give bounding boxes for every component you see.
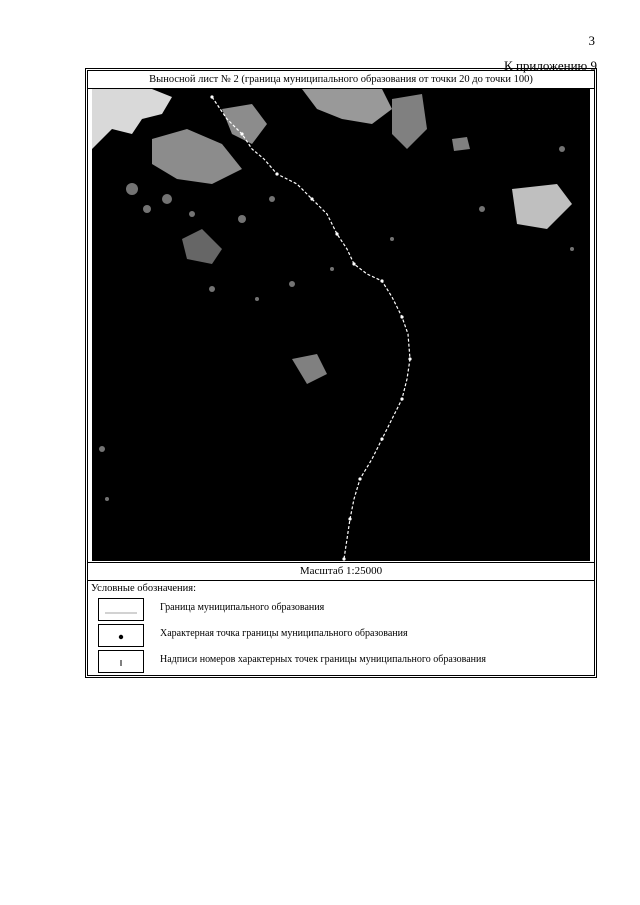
point-dot-symbol <box>98 624 144 647</box>
map-image <box>92 89 590 561</box>
point-label-symbol <box>98 650 144 673</box>
legend-label: Надписи номеров характерных точек границы муниципального образования <box>160 654 486 665</box>
legend-title: Условные обозначения: <box>91 583 197 594</box>
appendix-label: К приложению 9 <box>504 58 597 73</box>
map-scale: Масштаб 1:25000 <box>88 562 594 581</box>
legend-label: Граница муниципального образования <box>160 602 325 613</box>
boundary-line <box>212 97 410 559</box>
aerial-photo <box>92 89 590 561</box>
sheet-title: Выносной лист № 2 (граница муниципального образования от точки 20 до точки 100) <box>88 71 594 89</box>
legend-label: Характерная точка границы муниципального образования <box>160 628 408 639</box>
legend <box>88 581 594 675</box>
boundary-line-symbol <box>98 598 144 621</box>
page-number: 3 <box>588 33 595 48</box>
map-sheet <box>87 70 595 676</box>
